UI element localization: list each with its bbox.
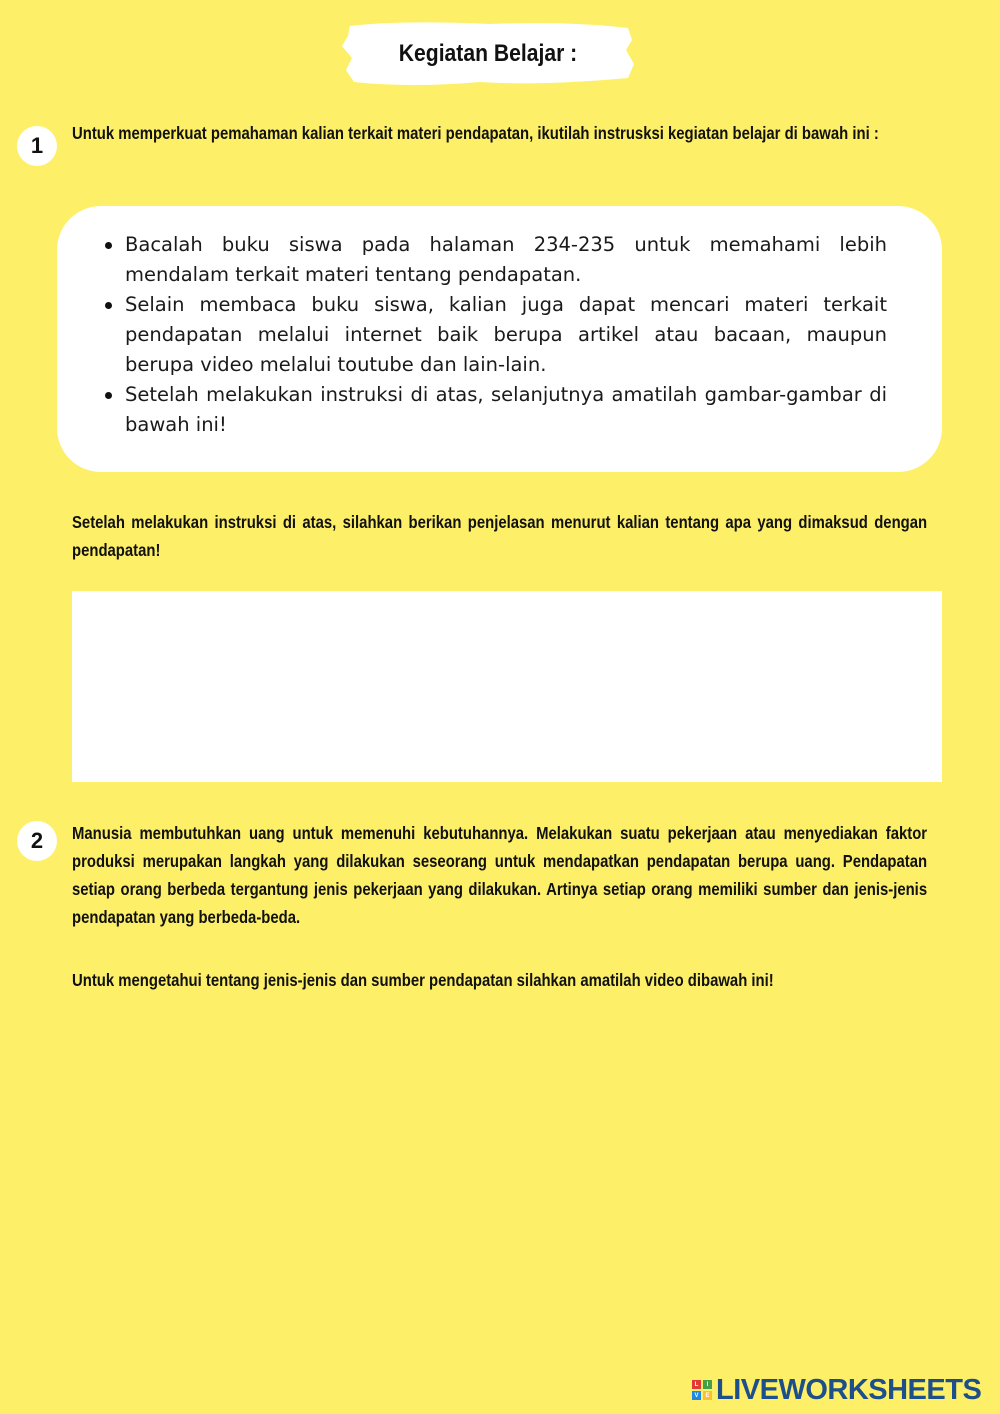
logo-block-l: L	[692, 1380, 701, 1389]
list-item: Setelah melakukan instruksi di atas, selanjutnya amatilah gambar-gambar di bawah ini!	[125, 380, 887, 440]
step-number-1: 1	[17, 126, 57, 166]
logo-text: LIVEWORKSHEETS	[716, 1373, 982, 1406]
step-number-2: 2	[17, 821, 57, 861]
answer-textarea[interactable]	[72, 591, 942, 782]
list-item: Selain membaca buku siswa, kalian juga dapat mencari materi terkait pendapatan melalui internet baik berupa artikel atau bacaan, maupun berupa video melalui toutube dan lain-lain.	[125, 290, 887, 380]
step2-instruction: Untuk mengetahui tentang jenis-jenis dan sumber pendapatan silahkan amatilah video dibawah ini!	[72, 970, 774, 990]
logo-block-v: V	[692, 1391, 701, 1400]
instructions-list	[125, 230, 887, 440]
step2-paragraph: Manusia membutuhkan uang untuk memenuhi kebutuhannya. Melakukan suatu pekerjaan atau menyediakan faktor produksi merupakan langkah yang dilakukan seseorang untuk mendapatkan pendapatan berupa uang. Pendapatan setiap orang berbeda tergantung jenis pekerjaan yang dilakukan. Artinya setiap orang memiliki sumber dan jenis-jenis pendapatan yang berbeda-beda.	[72, 823, 928, 927]
page-title: Kegiatan Belajar :	[398, 40, 578, 67]
step1-intro: Untuk memperkuat pemahaman kalian terkait materi pendapatan, ikutilah instrusksi kegiatan belajar di bawah ini :	[72, 123, 879, 143]
logo-block-e: E	[703, 1391, 712, 1400]
title-banner	[340, 20, 636, 88]
logo-block-i: I	[703, 1380, 712, 1389]
instructions-card	[57, 206, 942, 472]
logo-blocks-icon	[692, 1380, 712, 1400]
step1-question: Setelah melakukan instruksi di atas, silahkan berikan penjelasan menurut kalian tentang apa yang dimaksud dengan pendapatan!	[72, 512, 928, 560]
list-item: Bacalah buku siswa pada halaman 234-235 untuk memahami lebih mendalam terkait materi tentang pendapatan.	[125, 230, 887, 290]
liveworksheets-logo	[692, 1374, 981, 1406]
